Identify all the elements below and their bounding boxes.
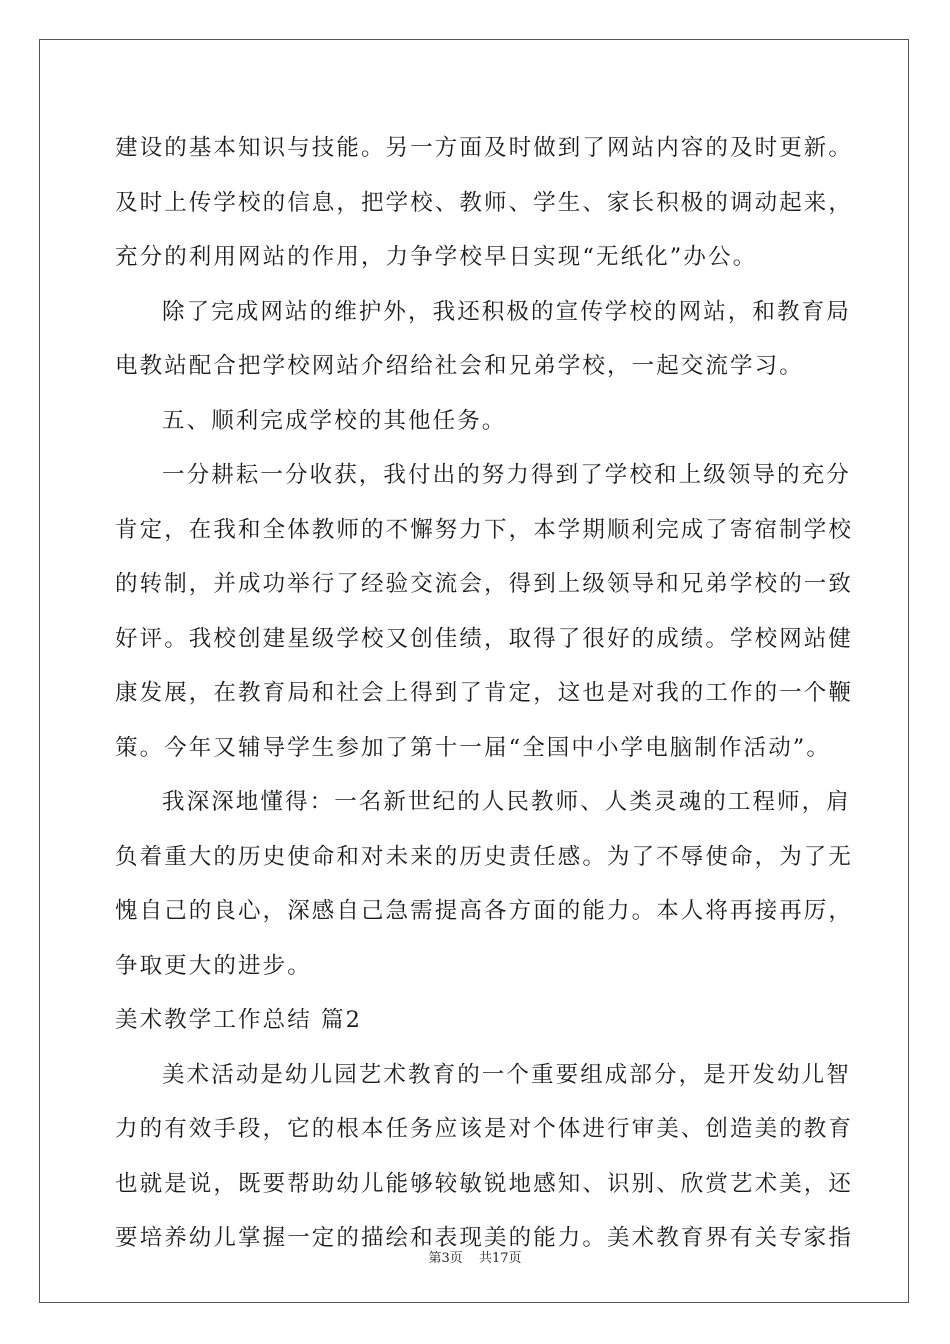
- text-line: 电教站配合把学校网站介绍给社会和兄弟学校，一起交流学习。: [115, 353, 804, 379]
- page-total: 共17页: [478, 1251, 522, 1266]
- text-line: 充分的利用网站的作用，力争学校早日实现“无纸化”办公。: [115, 244, 758, 270]
- page-footer: [0, 1247, 950, 1266]
- article-title: 美术教学工作总结 篇2: [115, 1007, 363, 1033]
- section-heading: 五、顺利完成学校的其他任务。: [162, 407, 507, 434]
- text-line: 愧自己的良心，深感自己急需提高各方面的能力。本人将再接再厉，: [115, 898, 854, 924]
- text-line: 好评。我校创建星级学校又创佳绩，取得了很好的成绩。学校网站健: [115, 625, 854, 652]
- text-line: 一分耕耘一分收获，我付出的努力得到了学校和上级领导的充分: [162, 462, 851, 488]
- text-line: 除了完成网站的维护外，我还积极的宣传学校的网站，和教育局: [162, 298, 851, 325]
- text-line: 康发展，在教育局和社会上得到了肯定，这也是对我的工作的一个鞭: [115, 680, 854, 706]
- text-line: 争取更大的进步。: [115, 952, 312, 979]
- text-line: 肯定，在我和全体教师的不懈努力下，本学期顺利完成了寄宿制学校: [115, 516, 854, 543]
- text-line: 力的有效手段，它的根本任务应该是对个体进行审美、创造美的教育: [115, 1116, 854, 1142]
- text-line: 要培养幼儿掌握一定的描绘和表现美的能力。美术教育界有关专家指: [115, 1225, 854, 1251]
- text-line: 我深深地懂得：一名新世纪的人民教师、人类灵魂的工程师，肩: [162, 789, 851, 815]
- text-line: 及时上传学校的信息，把学校、教师、学生、家长积极的调动起来，: [115, 189, 854, 216]
- text-line: 负着重大的历史使命和对未来的历史责任感。为了不辱使命，为了无: [115, 843, 854, 870]
- text-line: 也就是说，既要帮助幼儿能够较敏锐地感知、识别、欣赏艺术美，还: [115, 1170, 854, 1197]
- text-line: 的转制，并成功举行了经验交流会，得到上级领导和兄弟学校的一致: [115, 571, 854, 597]
- text-line: 建设的基本知识与技能。另一方面及时做到了网站内容的及时更新。: [115, 135, 854, 161]
- page-number: 第3页: [428, 1251, 463, 1266]
- text-line: 美术活动是幼儿园艺术教育的一个重要组成部分，是开发幼儿智: [162, 1061, 851, 1088]
- document-body: [115, 126, 854, 1271]
- text-line: 策。今年又辅导学生参加了第十一届“全国中小学电脑制作活动”。: [115, 734, 832, 761]
